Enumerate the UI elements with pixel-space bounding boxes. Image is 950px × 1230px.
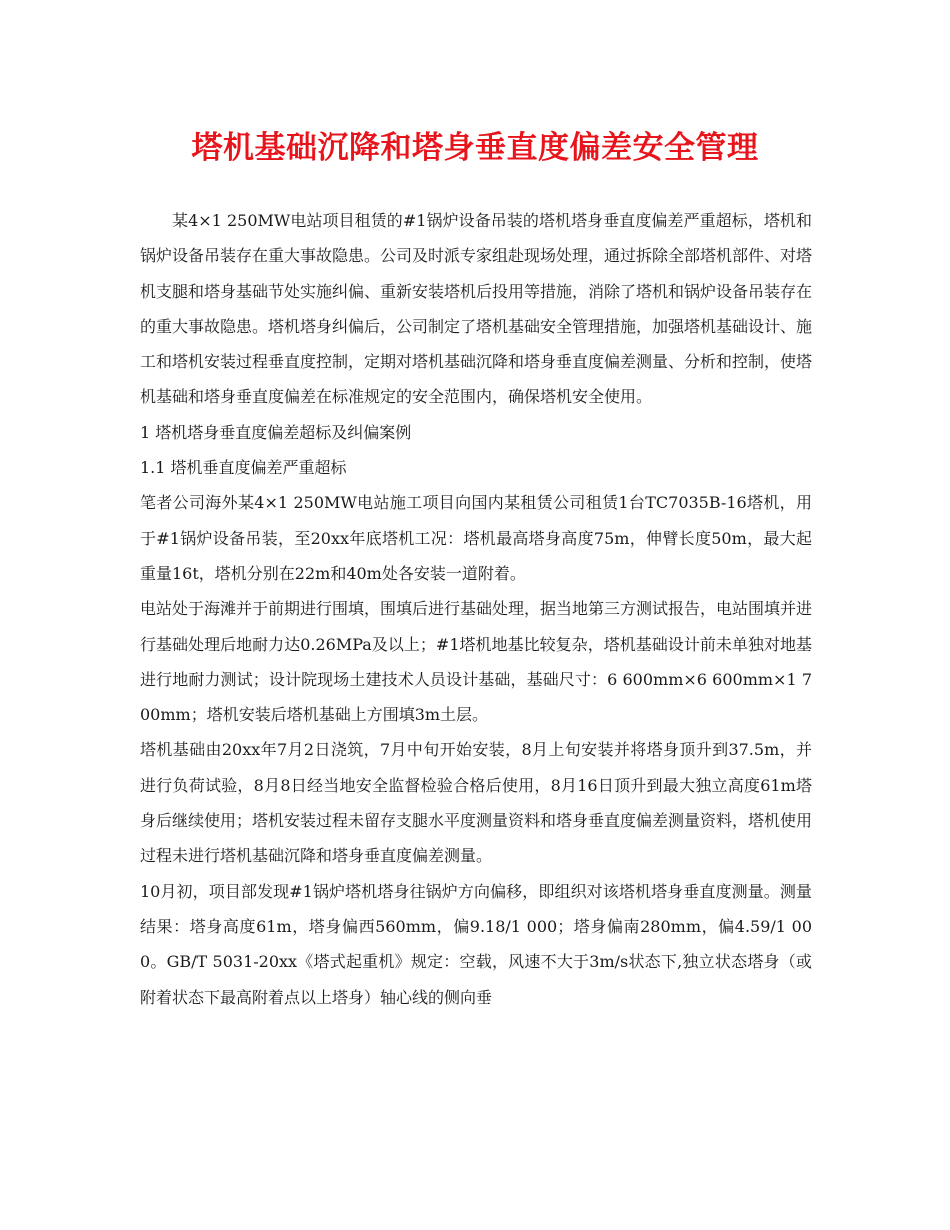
body-paragraph: 笔者公司海外某4×1 250MW电站施工项目向国内某租赁公司租赁1台TC7035B-16塔机，用于#1锅炉设备吊装，至20xx年底塔机工况：塔机最高塔身高度75m，伸臂长度50m，最大起重量16t，塔机分别在22m和40m处各安装一道附着。 bbox=[140, 493, 812, 583]
subsection-heading-1-1: 1.1 塔机垂直度偏差严重超标 bbox=[140, 458, 347, 478]
document-body bbox=[140, 203, 812, 1015]
body-paragraph: 塔机基础由20xx年7月2日浇筑，7月中旬开始安装，8月上旬安装并将塔身顶升到37.5m，并进行负荷试验，8月8日经当地安全监督检验合格后使用，8月16日顶升到最大独立高度61m塔身后继续使用；塔机安装过程未留存支腿水平度测量资料和塔身垂直度偏差测量资料，塔机使用过程未进行塔机基础沉降和塔身垂直度偏差测量。 bbox=[140, 740, 813, 866]
section-heading-1: 1 塔机塔身垂直度偏差超标及纠偏案例 bbox=[140, 422, 412, 442]
intro-paragraph: 某4×1 250MW电站项目租赁的#1锅炉设备吊装的塔机塔身垂直度偏差严重超标，塔机和锅炉设备吊装存在重大事故隐患。公司及时派专家组赴现场处理，通过拆除全部塔机部件、对塔机支腿和塔身基础节处实施纠偏、重新安装塔机后投用等措施，消除了塔机和锅炉设备吊装存在的重大事故隐患。塔机塔身纠偏后，公司制定了塔机基础安全管理措施，加强塔机基础设计、施工和塔机安装过程垂直度控制，定期对塔机基础沉降和塔身垂直度偏差测量、分析和控制，使塔机基础和塔身垂直度偏差在标准规定的安全范围内，确保塔机安全使用。 bbox=[140, 211, 813, 407]
body-paragraph: 10月初，项目部发现#1锅炉塔机塔身往锅炉方向偏移，即组织对该塔机塔身垂直度测量。测量结果：塔身高度61m，塔身偏西560mm，偏9.18/1 000；塔身偏南280mm，偏4.59/1 000。GB/T 5031-20xx《塔式起重机》规定：空载，风速不大于3m/s状态下,独立状态塔身（或附着状态下最高附着点以上塔身）轴心线的侧向垂 bbox=[140, 881, 812, 1007]
document-title: 塔机基础沉降和塔身垂直度偏差安全管理 bbox=[191, 130, 759, 166]
body-paragraph: 电站处于海滩并于前期进行围填，围填后进行基础处理，据当地第三方测试报告，电站围填并进行基础处理后地耐力达0.26MPa及以上；#1塔机地基比较复杂，塔机基础设计前未单独对地基进行地耐力测试；设计院现场土建技术人员设计基础，基础尺寸：6 600mm×6 600mm×1 700mm；塔机安装后塔机基础上方围填3m土层。 bbox=[140, 599, 813, 725]
